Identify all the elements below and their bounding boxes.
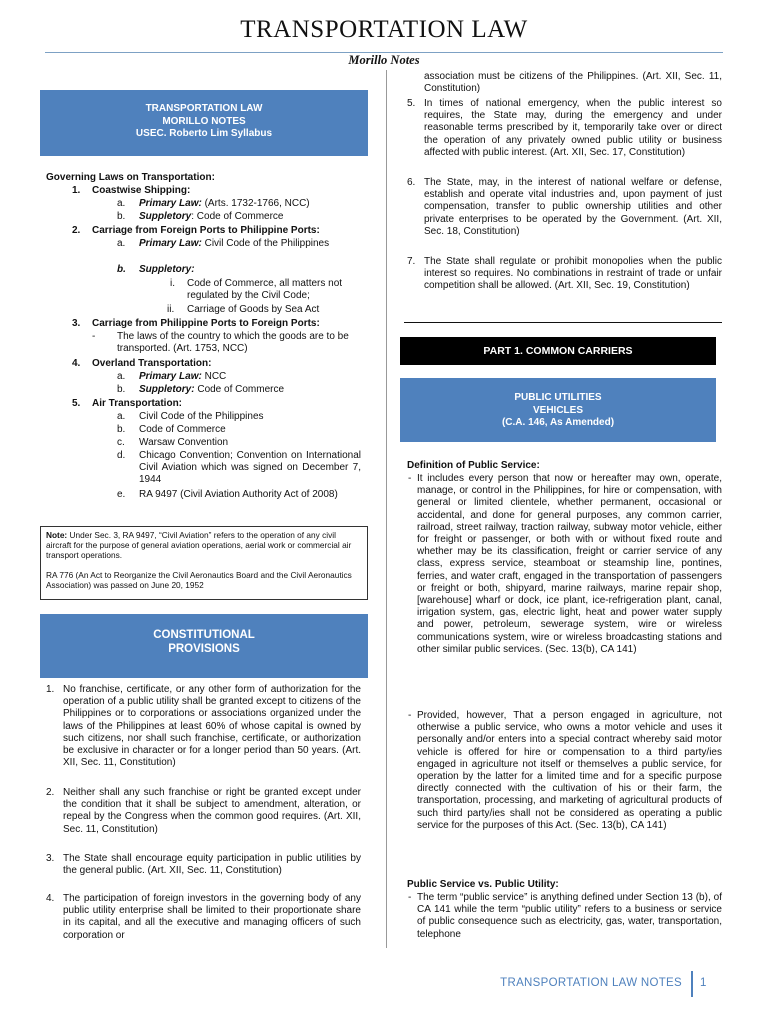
note-text-ra776: RA 776 (An Act to Reorganize the Civil Aeronautics Board and the Civil Aeronautics Association) was passed on June 20, 1952 [46,569,352,590]
list-number: 5. [407,98,416,109]
provision-text: No franchise, certificate, or any other form of authorization for the operation of a public utility shall be granted except to citizens of the Philippines or to corporations or associations organized under the laws of the Philippines at least 60% of whose capital is owned by such citizens, nor shall such franchise, certificate, or authorization be exclusive in character or for a longer period than 50 years. (Art. XII, Sec. 11, Constitution) [63,684,361,769]
list-item [139,198,310,210]
provision-text: The State shall encourage equity participation in public utilities by the general public. (Art. XII, Sec. 11, Constitution) [63,853,361,877]
provision-continuation: association must be citizens of the Philippines. (Art. XII, Sec. 11, Constitution) [424,71,722,95]
list-number: 5. [72,398,81,409]
syllabus-box-line: USEC. Roberto Lim Syllabus [135,128,273,139]
item-lead: Suppletory [139,211,192,222]
item-text: NCC [201,371,227,382]
list-item [139,384,284,396]
list-number: 3. [72,318,81,329]
list-item: RA 9497 (Civil Aviation Authority Act of 2008) [139,489,338,500]
list-item: Warsaw Convention [139,437,229,448]
list-item [139,238,361,250]
box-line: CONSTITUTIONAL [153,629,255,641]
note-box [40,526,368,600]
list-item: Code of Commerce, all matters not regulated by the Civil Code; [187,278,343,302]
list-item: The laws of the country to which the goods are to be transported. (Art. 1753, NCC) [117,331,349,355]
syllabus-box-line: MORILLO NOTES [162,115,246,127]
item-text: (Arts. 1732-1766, NCC) [201,198,310,209]
provision-text: The State, may, in the interest of national welfare or defense, establish and operate vital industries and, upon payment of just compensation, transfer to public ownership utilities and other private enterprises to be operated by the Government. (Art. XII, Sec. 18, Constitution) [424,177,722,237]
list-item [139,264,195,276]
public-service-text: The term “public service” is anything defined under Section 13 (b), of CA 141 while the term “public utility” refers to a business or service of public consequence such as electricity, gas, water, transportation, telephone [417,892,722,940]
public-service-vs-utility-heading: Public Service vs. Public Utility: [407,879,559,890]
list-number: 2. [72,225,81,236]
list-dash: - [92,331,96,342]
list-heading: Coastwise Shipping: [92,185,191,196]
item-lead: Primary Law: [139,371,202,382]
list-number: 4. [72,358,81,369]
document-title: TRANSPORTATION LAW [240,16,528,43]
definition-text: It includes every person that now or hereafter may own, operate, manage, or control in the Philippines, for hire or compensation, with general or limited clientele, whether permanent, occasional or accidental, and done for general purposes, any common carrier, railroad, street railway, traction railway, subway motor vehicle, either for freight or passenger, or both with or without fixed route and whether may be its classification, freight or carrier service of any class, express service, steamboat or steamship line, pontines, ferries, and water craft, engaged in the transportation of passengers or freight or both, shipyard, marine railways, marine repair shop, [warehouse] wharf or dock, ice plant, ice-refrigeration plant, canal, irrigation system, gas, electric light, heat and power water supply and power, petroleum, sewerage system, wire or wireless communications system, wire or wireless broadcasting stations and other similar public services. (Sec. 13(b), CA 141) [417,473,722,655]
provision-text: In times of national emergency, when the public interest so requires, the State may, during the emergency and under reasonable terms prescribed by it, temporarily take over or direct the operation of any privately owned public utility or business affected with public interest. (Art. XII, Sec. 17, Constitution) [424,98,722,158]
list-letter: a. [117,371,126,382]
list-heading: Overland Transportation: [92,358,212,369]
list-number: 7. [407,256,416,267]
list-letter: a. [117,198,126,209]
footer-separator [691,971,693,997]
list-number: 2. [46,787,55,798]
section-divider [404,322,722,323]
list-item [139,211,284,223]
page-number: 1 [700,977,707,989]
provision-text: The participation of foreign investors in the governing body of any public utility enterprise shall be limited to their proportionate share in its capital, and all the executive and managing officers of such corporation or [63,893,361,941]
definition-text: Provided, however, That a person engaged in agriculture, not otherwise a public service, who owns a motor vehicle and uses it personally and/or enters into a special contract whereby said motor vehicle is offered for hire or compensation to a third party/ies engaged in agriculture not itself or themselves a public service, for operation by the latter for a limited time and for a specific purpose directly connected with the cultivation of his or their farm, the transportation, processing, and marketing of agricultural products of such third party/ies shall not be considered as operating a public service for the purposes of this Act. (Sec. 13(b), CA 141) [417,710,722,831]
item-lead: Primary Law: [139,198,202,209]
list-roman: ii. [167,304,175,315]
list-letter: a. [117,411,126,422]
part-header-bar: PART 1. COMMON CARRIERS [400,337,716,365]
note-text: Under Sec. 3, RA 9497, “Civil Aviation” refers to the operation of any civil aircraft for the purpose of general aviation operations, aerial work or commercial air transport operations. [46,530,352,561]
item-lead: Primary Law: [139,238,202,249]
list-heading: Air Transportation: [92,398,183,409]
list-item: Civil Code of the Philippines [139,411,264,422]
list-dash: - [408,710,412,721]
box-line: (C.A. 146, As Amended) [501,417,615,428]
list-number: 6. [407,177,416,188]
syllabus-box-line: TRANSPORTATION LAW [145,103,263,114]
constitutional-provisions-box [40,614,368,678]
list-dash: - [408,473,412,484]
list-item: Chicago Convention; Convention on International Civil Aviation which was signed on December 7, 1944 [139,450,361,486]
box-line: PUBLIC UTILITIES [514,392,602,403]
list-number: 3. [46,853,55,864]
box-line: PROVISIONS [168,643,240,655]
footer-label: TRANSPORTATION LAW NOTES [500,977,682,989]
list-letter: b. [117,424,126,435]
list-letter: a. [117,238,126,249]
definition-heading: Definition of Public Service: [407,460,540,471]
list-number: 1. [72,185,81,196]
item-lead: Suppletory: [139,264,195,275]
provision-text: The State shall regulate or prohibit monopolies when the public interest so requires. No combinations in restraint of trade or unfair competition shall be allowed. (Art. XII, Sec. 19, Constitution) [424,256,722,292]
item-text: Civil Code of the Philippines [201,238,330,249]
note-label: Note: [46,530,68,540]
list-letter: b. [117,384,126,395]
document-subtitle: Morillo Notes [348,53,420,67]
list-number: 4. [46,893,55,904]
list-dash: - [408,892,412,903]
list-heading: Carriage from Foreign Ports to Philippine Ports: [92,225,320,236]
list-roman: i. [170,278,175,289]
box-line: VEHICLES [532,404,583,416]
public-utilities-box [400,378,716,442]
list-item [139,371,226,383]
list-letter: d. [117,450,126,461]
list-letter: b. [117,264,126,275]
provision-text: Neither shall any such franchise or right be granted except under the condition that it shall be subject to amendment, alteration, or repeal by the Congress when the common good requires. (Art. XII, Sec. 11, Constitution) [63,787,361,835]
list-heading: Carriage from Philippine Ports to Foreign Ports: [92,318,320,329]
item-text: Code of Commerce [194,384,285,395]
list-item: Code of Commerce [139,424,226,435]
item-text: : Code of Commerce [191,211,284,222]
list-letter: b. [117,211,126,222]
list-item: Carriage of Goods by Sea Act [187,304,320,315]
governing-laws-heading: Governing Laws on Transportation: [46,172,215,183]
list-number: 1. [46,684,55,695]
item-lead: Suppletory: [139,384,195,395]
list-letter: c. [117,437,125,448]
syllabus-header-box [40,90,368,156]
list-letter: e. [117,489,126,500]
column-divider [386,70,387,948]
